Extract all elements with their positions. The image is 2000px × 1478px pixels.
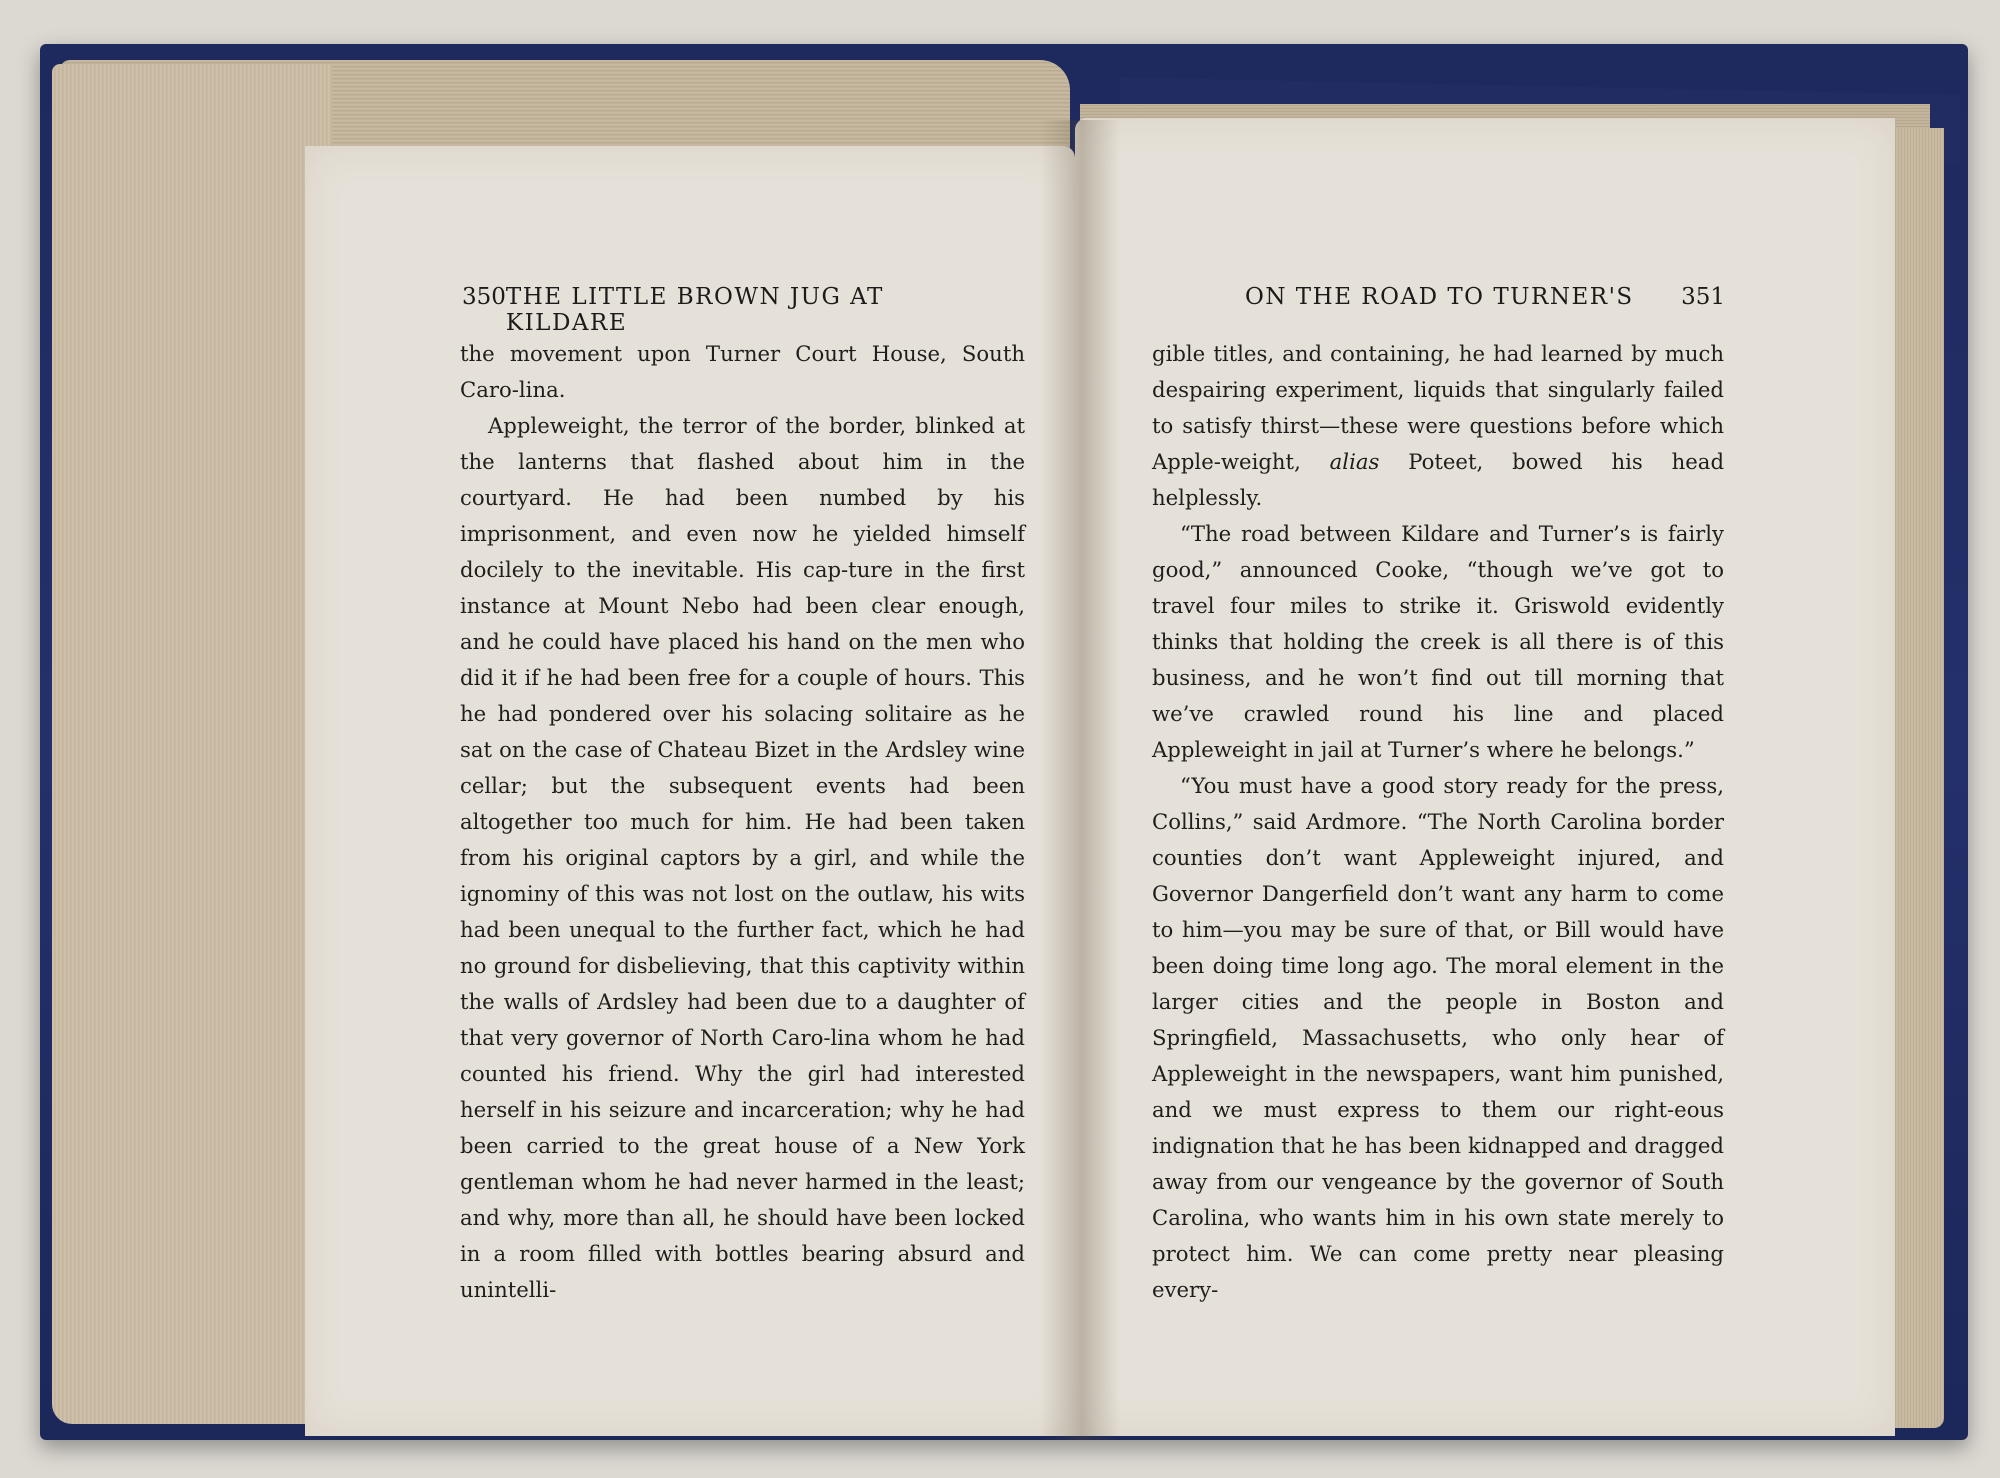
left-page-header [462,284,1007,336]
page-edges-right [1888,128,1944,1428]
right-page-header [1245,284,1725,310]
left-paragraph-1: the movement upon Turner Court House, South Caro-lina. [460,341,1025,402]
book-gutter [1040,120,1120,1440]
left-page-body [460,336,1025,1308]
left-page-number: 350 [462,284,506,310]
alias-italic: alias [1329,449,1380,474]
right-paragraph-2: “The road between Kildare and Turner’s is fairly good,” announced Cooke, “though we’ve got to travel four miles to strike it. Griswold evidently thinks that holding the creek is all there is of this business, and he won’t find out till morning that we’ve crawled round his line and placed Appleweight in jail at Turner’s where he belongs.” [1152,521,1724,762]
left-running-head: THE LITTLE BROWN JUG AT KILDARE [505,284,884,336]
right-paragraph-1-text-b: Poteet, bowed his head helplessly. [1152,449,1725,510]
right-page-number: 351 [1681,284,1725,310]
right-running-head: ON THE ROAD TO TURNER'S [1245,284,1634,310]
page-edges-left [52,64,332,1424]
right-paragraph-3: “You must have a good story ready for the press, Collins,” said Ardmore. “The North Carolina border counties don’t want Appleweight injured, and Governor Dangerfield don’t want any harm to come to him—you may be sure of that, or Bill would have been doing time long ago. The moral element in the larger cities and the people in Boston and Springfield, Massachusetts, who only hear of Appleweight in the newspapers, want him punished, and we must express to them our right-eous indignation that he has been kidnapped and dragged away from our vengeance by the governor of South Carolina, who wants him in his own state merely to protect him. We can come pretty near pleasing every- [1152,773,1724,1302]
right-paragraph-1-text-a: gible titles, and containing, he had learned by much despairing experiment, liquids that singularly failed to satisfy thirst—these were questions before which Apple-weight, [1152,341,1724,474]
right-paragraph-1 [1152,336,1724,516]
left-paragraph-2: Appleweight, the terror of the border, blinked at the lanterns that flashed about him in the courtyard. He had been numbed by his imprisonment, and even now he yielded himself docilely to the inevitable. His cap-ture in the first instance at Mount Nebo had been clear enough, and he could have placed his hand on the men who did it if he had been free for a couple of hours. This he had pondered over his solacing solitaire as he sat on the case of Chateau Bizet in the Ardsley wine cellar; but the subsequent events had been altogether too much for him. He had been taken from his original captors by a girl, and while the ignominy of this was not lost on the outlaw, his wits had been unequal to the further fact, which he had no ground for disbelieving, that this captivity within the walls of Ardsley had been due to a daughter of that very governor of North Caro-lina whom he had counted his friend. Why the girl had interested herself in his seizure and incarceration; why he had been carried to the great house of a New York gentleman whom he had never harmed in the least; and why, more than all, he should have been locked in a room filled with bottles bearing absurd and unintelli- [460,413,1025,1302]
right-page-body [1152,336,1724,1308]
